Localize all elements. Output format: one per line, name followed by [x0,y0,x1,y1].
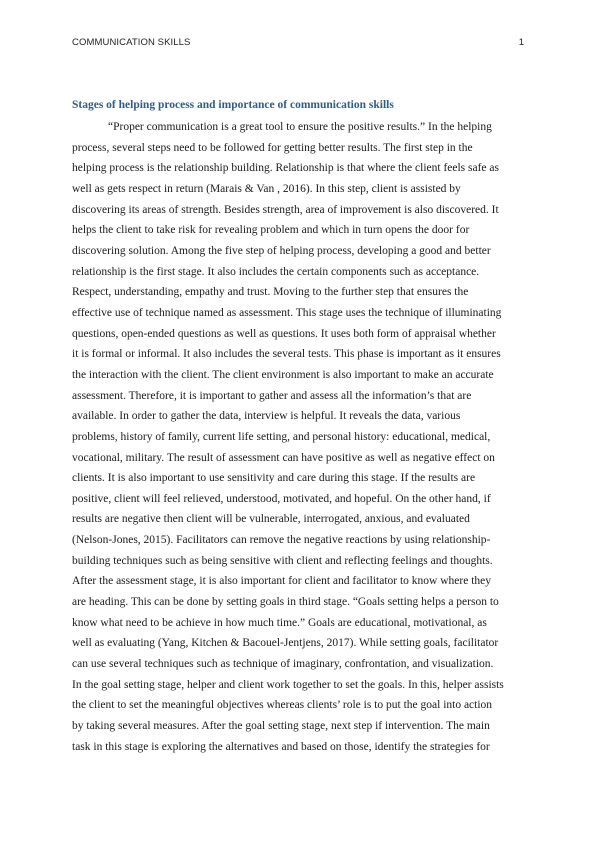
text-line: know what need to be achieve in how much time.” Goals are educational, motivational, as [72,616,487,629]
text-line: After the assessment stage, it is also important for client and facilitator to know where they [72,575,491,588]
text-line: Respect, understanding, empathy and trust. Moving to the further step that ensures the [72,286,469,299]
text-line: problems, history of family, current life setting, and personal history: educational, medical, [72,430,491,443]
text-line: effective use of technique named as assessment. This stage uses the technique of illuminating [72,306,502,319]
running-head: COMMUNICATION SKILLS [72,37,191,48]
text-line: results are negative then client will be vulnerable, interrogated, anxious, and evaluated [72,513,470,526]
text-line: can use several techniques such as technique of imaginary, confrontation, and visualization. [72,658,494,671]
text-line: In the goal setting stage, helper and client work together to set the goals. In this, helper assists [72,678,504,691]
text-line: well as evaluating (Yang, Kitchen & Bacouel-Jentjens, 2017). While setting goals, facilitator [72,637,499,650]
body-paragraph [72,117,524,757]
text-line: well as gets respect in return (Marais & Van , 2016). In this step, client is assisted by [72,182,461,195]
text-line: “Proper communication is a great tool to ensure the positive results.” In the helping [108,121,492,133]
text-line: the client to set the meaningful objectives whereas clients’ role is to put the goal into action [72,699,493,712]
text-line: it is formal or informal. It also includes the several tests. This phase is important as it ensures [72,348,501,361]
text-line: the interaction with the client. The client environment is also important to make an accurate [72,368,494,381]
section-heading: Stages of helping process and importance of communication skills [72,99,394,111]
text-line: clients. It is also important to use sensitivity and care during this stage. If the results are [72,472,476,485]
text-line: discovering solution. Among the five step of helping process, developing a good and better [72,244,491,257]
page-number: 1 [518,37,524,48]
text-line: helping process is the relationship building. Relationship is that where the client feels safe as [72,162,499,175]
text-line: building techniques such as being sensitive with client and reflecting feelings and thoughts. [72,554,493,567]
text-line: discovering its areas of strength. Besides strength, area of improvement is also discovered. It [72,203,499,216]
text-line: questions, open-ended questions as well as questions. It uses both form of appraisal whether [72,327,496,340]
text-line: task in this stage is exploring the alternatives and based on those, identify the strategies for [72,740,490,753]
text-line: (Nelson-Jones, 2015). Facilitators can remove the negative reactions by using relationship- [72,534,491,547]
text-line: process, several steps need to be followed for getting better results. The first step in the [72,141,473,154]
text-line: assessment. Therefore, it is important to gather and assess all the information’s that are [72,389,472,402]
text-line: are heading. This can be done by setting goals in third stage. “Goals setting helps a person to [72,596,499,609]
text-line: by taking several measures. After the goal setting stage, next step if intervention. The main [72,720,490,733]
text-line: vocational, military. The result of assessment can have positive as well as negative effect on [72,451,495,464]
text-line: available. In order to gather the data, interview is helpful. It reveals the data, various [72,410,461,423]
text-line: positive, client will feel relieved, understood, motivated, and hopeful. On the other hand, if [72,492,491,505]
text-line: helps the client to take risk for revealing problem and which in turn opens the door for [72,224,470,237]
text-line: relationship is the first stage. It also includes the certain components such as acceptance. [72,265,480,278]
